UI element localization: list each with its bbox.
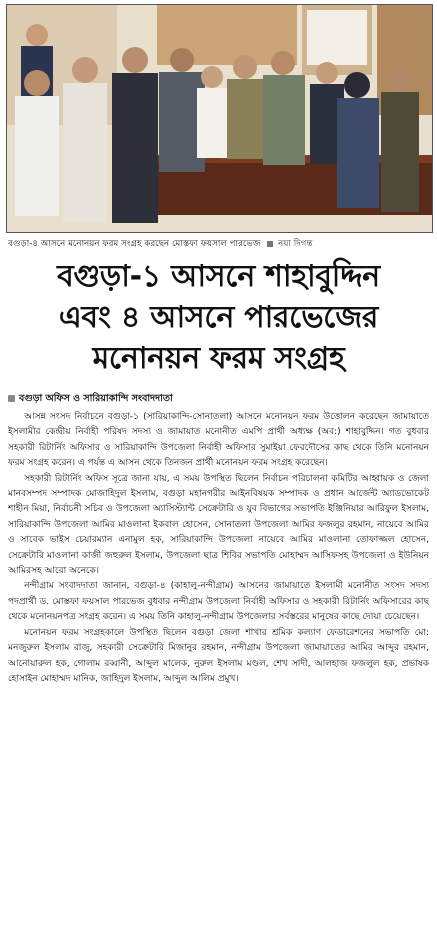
- news-photo: [6, 4, 433, 233]
- byline-text: বগুড়া অফিস ও সারিয়াকান্দি সংবাদদাতা: [19, 393, 173, 404]
- paragraph-1: আসন্ন সংসদ নির্বাচনে বগুড়া-১ (সারিয়াকান্দি-সোনাতলা) আসনে মনোনয়ন ফরম উত্তোলন করেছেন জামায়াতে ইসলামীর কেন্দ্রীয় নির্বাহী পরিষদ সদস্য ও জামায়াত মনোনীত এমপি প্রার্থী অধ্যক্ষ (অব:) শাহাবুদ্দিন। গত বুধবার সহকারী রিটার্নিং অফিসার ও সারিয়াকান্দি উপজেলা নির্বাহী অফিসার সুমাইয়া ফেরদৌসের কাছ থেকে তিনি মনোনয়ন ফরম সংগ্রহ করেন। এ পর্যন্ত এ আসন থেকে তিনজন প্রার্থী মনোনয়ন ফরম সংগ্রহ করেছেন।: [8, 412, 429, 469]
- photo-caption: [8, 236, 430, 252]
- paragraph-3: নন্দীগ্রাম সংবাদদাতা জানান, বগুড়া-৪ (কাহালু-নন্দীগ্রাম) আসনের জামায়াতে ইসলামী মনোনীত সংসদ সদস্য পদপ্রার্থী ড. মোস্তফা ফয়সাল পারভেজ বুধবার নন্দীগ্রাম উপজেলা নির্বাহী অফিসার ও সহকারী রিটার্নিং অফিসারের কাছ থেকে মনোনয়নপত্র সংগ্রহ করেন। এ সময় তিনি কাহালু-নন্দীগ্রাম উপজেলার সর্বস্তরের মানুষের কাছে দোয়া চেয়েছেন।: [8, 581, 429, 623]
- paragraph-4: মনোনয়ন ফরম সংগ্রহকালে উপস্থিত ছিলেন বগুড়া জেলা শাখার শ্রমিক কল্যাণ ফেডারেশনের সভাপতি মো: মনজুরুল ইসলাম রাজু, সহকারী সেক্রেটারি মিজানুর রহমান, নন্দীগ্রাম উপজেলা জামায়াতের আমির আব্দুর রহমান, আনোয়ারুল হক, গোলাম রব্বানী, আব্দুল মালেক, নুরুল ইসলাম মণ্ডল, শেখ সাদী, আলহাজ ফজলুল হক, প্রভাষক হোসাইন মোহাম্মদ মানিক, জাহিদুল ইসলাম, আব্দুল আলিম প্রমুখ।: [8, 627, 429, 684]
- paragraph-2: সহকারী রিটার্নিং অফিস সূত্রে জানা যায়, এ সময় উপস্থিত ছিলেন নির্বাচন পরিচালনা কমিটির আহ্বায়ক ও জেলা মানবসম্পদ সম্পাদক মোজাহিদুল ইসলাম, বগুড়া মহানগরীর আইনবিষয়ক সম্পাদক ও প্রধান আর্জেন্ট অ্যাডভোকেট শাহীন মিয়া, নির্বাচনী সচিব ও উপজেলা অ্যাসিস্ট্যান্ট সেক্রেটারি ও যুব বিভাগের সভাপতি ইঞ্জিনিয়ার আরিফুল ইসলাম, সারিয়াকান্দি উপজেলা আমির মাওলানা ইকবাল হোসেন, সোনাতলা উপজেলা আমির ফজলুর রহমান, নায়েবে আমির ও সাবেক ভাইস চেয়ারম্যান এনামুল হক, সারিয়াকান্দি উপজেলা নায়েবে আমির মাওলানা তোফাজ্জল হোসেন, সেক্রেটারি মাওলানা কাজী জহুরুল ইসলাম, উপজেলা ছাত্র শিবির সভাপতি মোহাম্মদ আসিফসহ উপজেলা ও ইউনিয়ন আমিরসহ আরো অনেকে।: [8, 473, 429, 577]
- group-photo-illustration: [7, 5, 432, 232]
- headline-line-2: এবং ৪ আসনে পারভেজের: [58, 300, 379, 335]
- caption-source: নয়া দিগন্ত: [278, 239, 313, 249]
- caption-text: বগুড়া-৪ আসনে মনোনয়ন ফরম সংগ্রহ করছেন মোস্তফা ফয়সাল পারভেজ: [8, 239, 261, 249]
- bullet-square-icon: [8, 395, 15, 402]
- headline-line-3: মনোনয়ন ফরম সংগ্রহ: [92, 341, 345, 376]
- headline-line-1: বগুড়া-১ আসনে শাহাবুদ্দিন: [57, 259, 380, 294]
- article-body: [8, 410, 429, 930]
- byline: [8, 390, 428, 408]
- headline: [4, 256, 433, 379]
- separator-square-icon: [267, 241, 273, 247]
